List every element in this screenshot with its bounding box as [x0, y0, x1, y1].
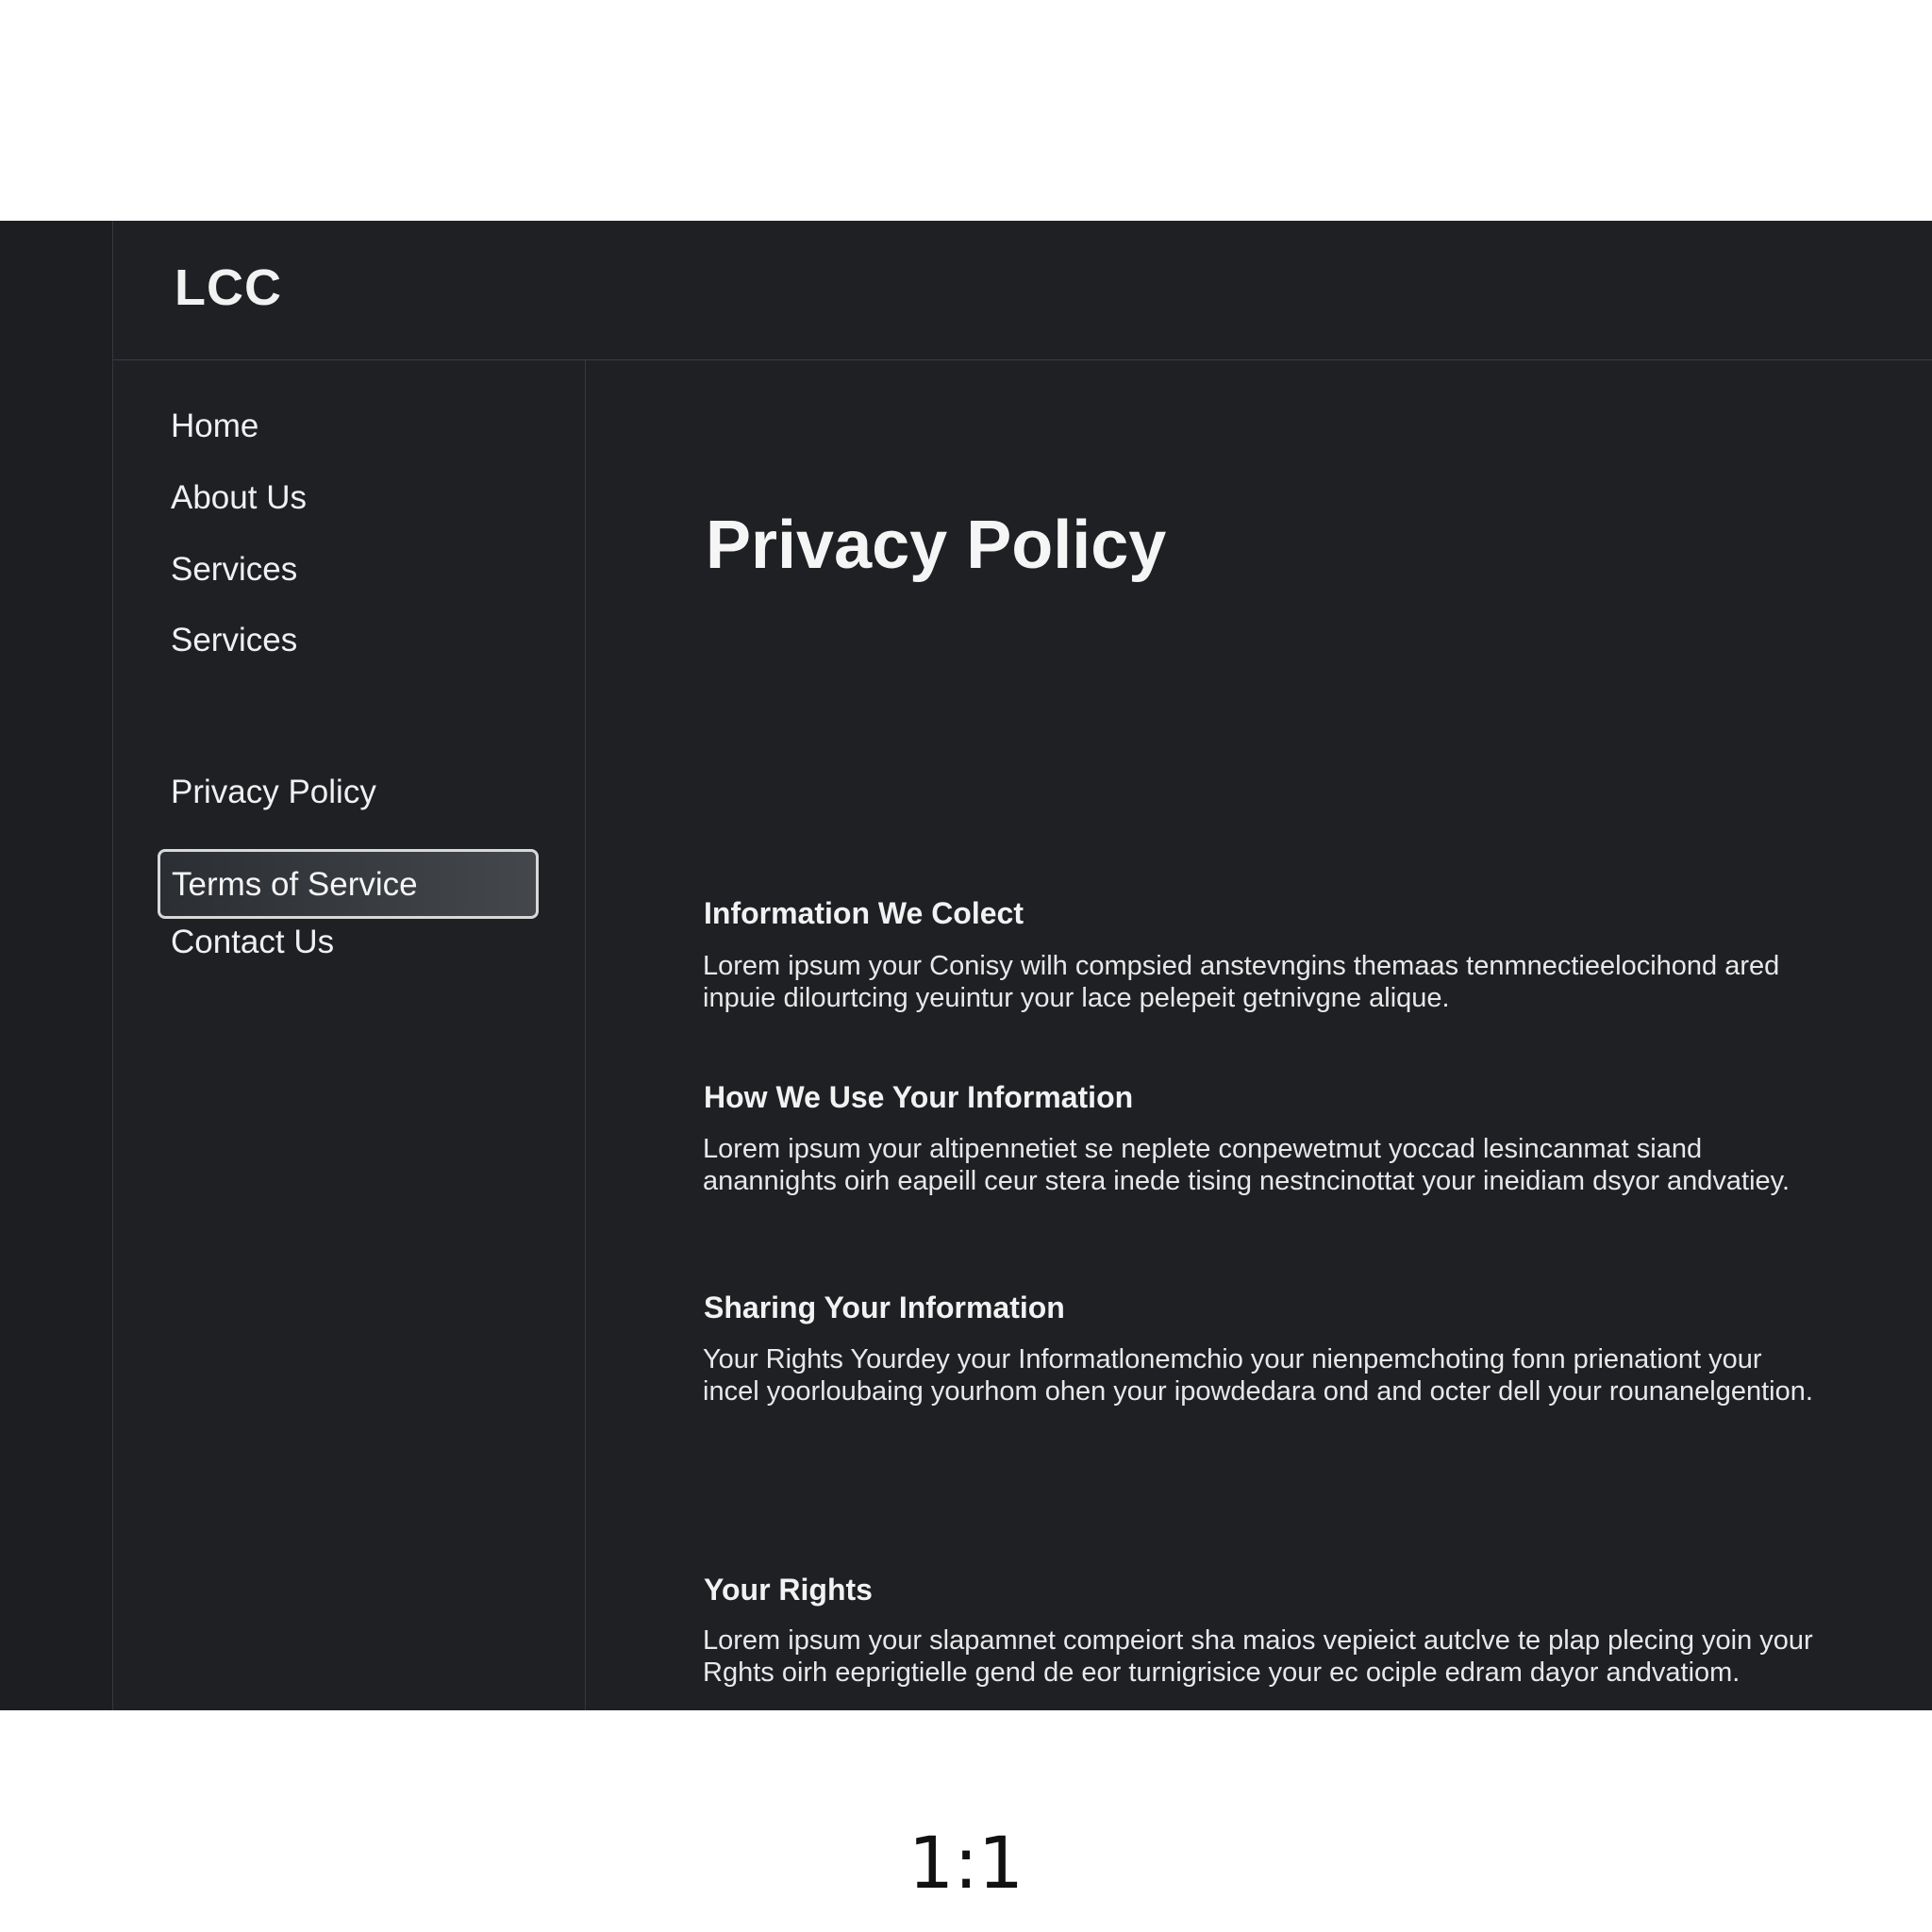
sidebar-item-label: Terms of Service: [172, 866, 418, 903]
sidebar-item-about-us[interactable]: About Us: [171, 479, 307, 516]
section-heading: How We Use Your Information: [704, 1080, 1134, 1114]
sidebar-item-terms-of-service[interactable]: [158, 849, 539, 919]
app-window: [0, 221, 1932, 1710]
sidebar-item-home[interactable]: Home: [171, 408, 259, 444]
section-body: Your Rights Yourdey your Informatlonemchio your nienpemchoting fonn prienationt your incel yoorloubaing yourhom ohen your ipowdedara ond and octer dell your rounanelgention.: [703, 1344, 1813, 1407]
section-heading: Your Rights: [704, 1573, 873, 1607]
left-gutter: [0, 221, 113, 1710]
logo[interactable]: LCC: [175, 259, 282, 316]
sidebar: [113, 360, 586, 1710]
section-heading: Sharing Your Information: [704, 1291, 1065, 1324]
sidebar-item-services[interactable]: Services: [171, 551, 298, 588]
section-heading: Information We Colect: [704, 896, 1024, 930]
section-body: Lorem ipsum your altipennetiet se neplete conpewetmut yoccad lesincanmat siand anannights oirh eapeill ceur stera inede tising nestncinottat your ineidiam dsyor andvatiey.: [703, 1134, 1790, 1196]
sidebar-item-contact-us[interactable]: Contact Us: [171, 924, 335, 960]
sidebar-item-services-2[interactable]: Services: [171, 622, 298, 658]
sidebar-item-privacy-policy[interactable]: Privacy Policy: [171, 774, 376, 810]
section-body: Lorem ipsum your Conisy wilh compsied anstevngins themaas tenmnectieelocihond ared inpuie dilourtcing yeuintur your lace pelepeit getnivgne alique.: [703, 951, 1780, 1013]
header: [113, 221, 1932, 360]
aspect-ratio-label: 1:1: [908, 1821, 1024, 1905]
section-body: Lorem ipsum your slapamnet compeiort sha maios vepieict autclve te plap plecing yoin your Rghts oirh eeprigtielle gend de eor turnigrisice your ec ociple edram dayor andvatiom.: [703, 1625, 1813, 1688]
page-title: Privacy Policy: [706, 508, 1167, 583]
main-content: [586, 360, 1932, 1710]
